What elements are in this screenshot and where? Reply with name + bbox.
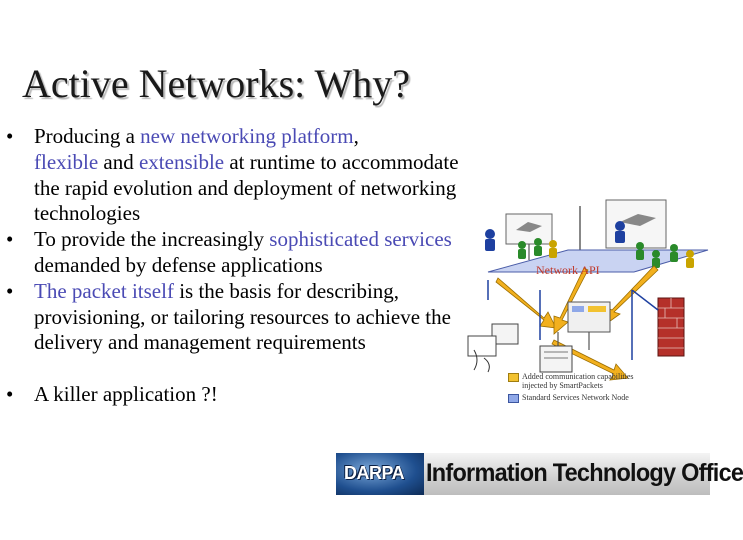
bullet-item — [6, 227, 468, 279]
bullet-marker: • — [6, 382, 14, 407]
legend-label: Added communication capabilities — [522, 372, 634, 381]
soldier-left-icon — [485, 229, 495, 251]
darpa-banner — [336, 453, 743, 495]
legend-item — [508, 372, 634, 390]
legend-swatch-blue — [508, 394, 519, 403]
bullet-list — [6, 124, 468, 408]
firewall-icon — [658, 298, 684, 356]
text-segment: Producing a — [34, 124, 141, 148]
bullet-item — [6, 124, 468, 227]
legend-item — [508, 393, 634, 402]
server-icon — [540, 346, 572, 372]
legend-label: injected by SmartPackets — [522, 381, 603, 390]
bullet-item — [6, 382, 468, 408]
legend-label: Standard Services Network Node — [522, 393, 629, 402]
text-segment: and — [98, 149, 139, 174]
legend-swatch-yellow — [508, 373, 519, 382]
text-segment: demanded by defense applications — [34, 252, 323, 277]
slide-title: Active Networks: Why? — [22, 61, 411, 106]
bullet-text — [34, 382, 218, 406]
text-segment: A killer application ?! — [34, 382, 218, 407]
bullet-text — [34, 279, 451, 355]
text-segment: , — [353, 124, 359, 148]
bullet-item — [6, 279, 468, 356]
text-segment: is the basis for describing, provisioning, or tailoring resources to achieve the delivery and management requirements — [34, 278, 451, 355]
bullet-marker: • — [6, 278, 14, 303]
highlighted-text: flexible — [34, 149, 99, 174]
highlighted-text: extensible — [138, 149, 225, 174]
highlighted-text: sophisticated services — [269, 227, 452, 252]
text-segment: To provide the increasingly — [34, 227, 270, 252]
network-diagram — [458, 200, 720, 420]
office-name: Information Technology Office — [426, 459, 743, 487]
bullet-text — [34, 227, 452, 277]
bullet-text — [34, 124, 459, 225]
bullet-marker: • — [6, 227, 14, 252]
workstation-icon — [468, 324, 518, 372]
darpa-logo-text: DARPA — [344, 463, 405, 483]
monitor-left-icon — [506, 214, 552, 260]
diagram-legend — [508, 372, 634, 405]
text-segment: at runtime to accommodate the rapid evolution and deployment of networking technologies — [34, 149, 459, 226]
bullet-marker: • — [6, 124, 14, 148]
network-api-label: Network API — [536, 263, 600, 277]
highlighted-text: new networking platform — [140, 124, 354, 148]
highlighted-text: The packet itself — [34, 278, 174, 303]
soldier-right-icon — [615, 221, 625, 243]
darpa-logo — [336, 453, 424, 495]
